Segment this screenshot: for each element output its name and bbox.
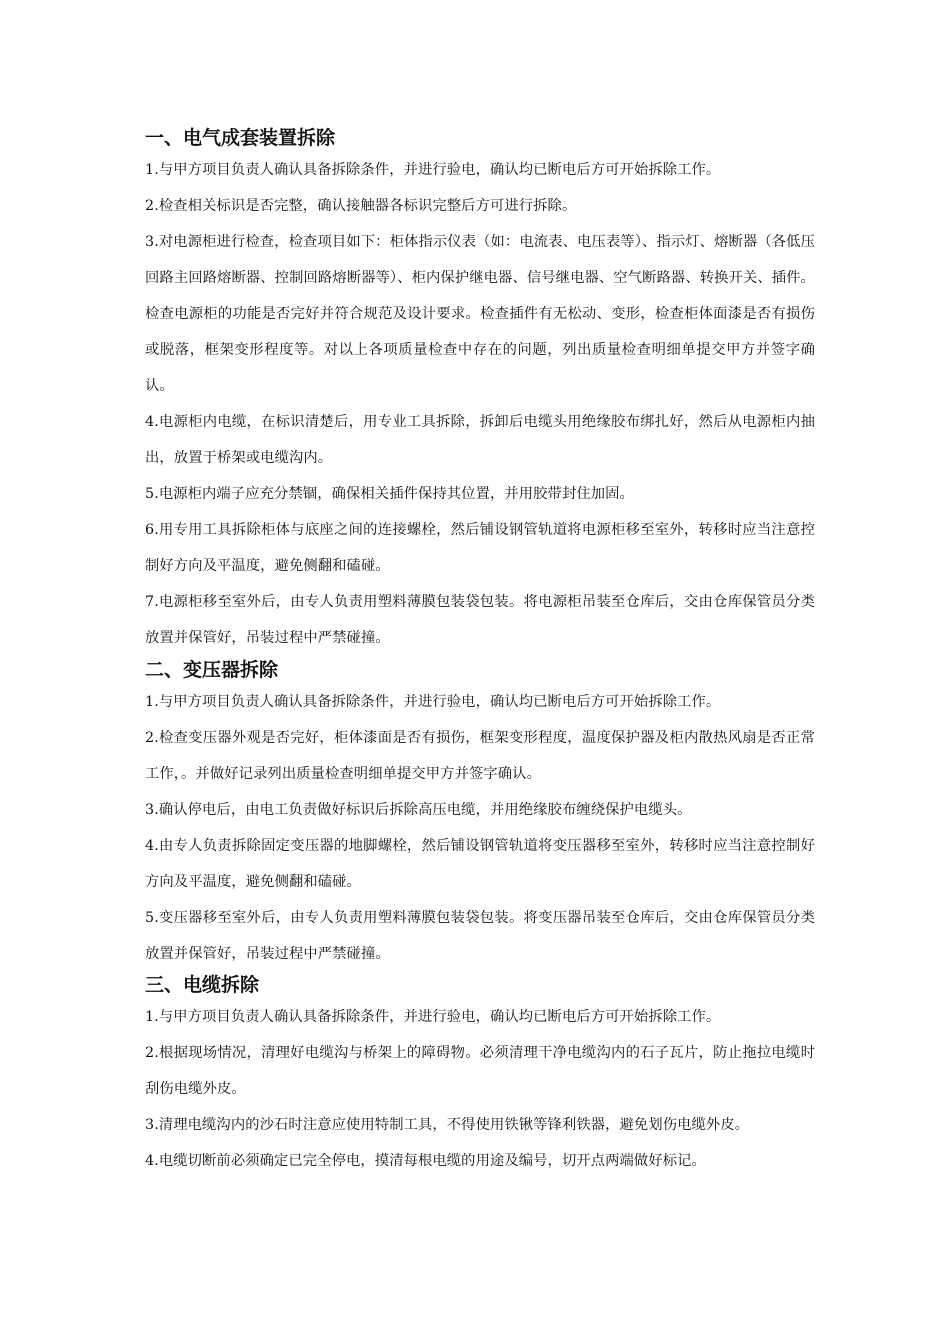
section-electrical-switchgear-removal <box>145 124 815 656</box>
paragraph: 3.确认停电后，由电工负责做好标识后拆除高压电缆，并用绝缘胶布缠绕保护电缆头。 <box>145 802 692 818</box>
paragraph: 5.电源柜内端子应充分禁锢，确保相关插件保持其位置，并用胶带封住加固。 <box>145 486 634 502</box>
paragraph: 1.与甲方项目负责人确认具备拆除条件，并进行验电，确认均已断电后方可开始拆除工作。 <box>145 1009 721 1025</box>
paragraph: 4.电缆切断前必须确定已完全停电，摸清每根电缆的用途及编号，切开点两端做好标记。 <box>145 1153 706 1169</box>
paragraph: 2.根据现场情况，清理好电缆沟与桥架上的障碍物。必须清理干净电缆沟内的石子瓦片，防止拖拉电缆时刮伤电缆外皮。 <box>145 1045 815 1097</box>
paragraph: 3.清理电缆沟内的沙石时注意应使用特制工具，不得使用铁锹等锋利铁器，避免划伤电缆外皮。 <box>145 1117 750 1133</box>
paragraph: 6.用专用工具拆除柜体与底座之间的连接螺栓，然后铺设钢管轨道将电源柜移至室外，转移时应当注意控制好方向及平温度，避免侧翻和磕碰。 <box>145 522 815 574</box>
paragraph: 2.检查相关标识是否完整，确认接触器各标识完整后方可进行拆除。 <box>145 198 577 214</box>
section-heading: 二、变压器拆除 <box>145 659 279 681</box>
section-cable-removal <box>145 971 815 1179</box>
paragraph: 1.与甲方项目负责人确认具备拆除条件，并进行验电，确认均已断电后方可开始拆除工作。 <box>145 694 721 710</box>
section-heading: 一、电气成套装置拆除 <box>145 127 336 149</box>
section-transformer-removal <box>145 656 815 972</box>
paragraph: 2.检查变压器外观是否完好，柜体漆面是否有损伤，框架变形程度，温度保护器及柜内散热风扇是否正常工作，。并做好记录列出质量检查明细单提交甲方并签字确认。 <box>145 730 815 782</box>
section-heading: 三、电缆拆除 <box>145 974 260 996</box>
paragraph: 5.变压器移至室外后，由专人负责用塑料薄膜包装袋包装。将变压器吊装至仓库后，交由仓库保管员分类放置并保管好，吊装过程中严禁碰撞。 <box>145 910 815 962</box>
paragraph: 7.电源柜移至室外后，由专人负责用塑料薄膜包装袋包装。将电源柜吊装至仓库后，交由仓库保管员分类放置并保管好，吊装过程中严禁碰撞。 <box>145 594 815 646</box>
paragraph: 4.电源柜内电缆，在标识清楚后，用专业工具拆除，拆卸后电缆头用绝缘胶布绑扎好，然后从电源柜内抽出，放置于桥架或电缆沟内。 <box>145 414 815 466</box>
paragraph: 4.由专人负责拆除固定变压器的地脚螺栓，然后铺设钢管轨道将变压器移至室外，转移时应当注意控制好方向及平温度，避免侧翻和磕碰。 <box>145 838 815 890</box>
paragraph: 1.与甲方项目负责人确认具备拆除条件，并进行验电，确认均已断电后方可开始拆除工作。 <box>145 162 721 178</box>
paragraph: 3.对电源柜进行检查，检查项目如下：柜体指示仪表（如：电流表、电压表等）、指示灯、熔断器（各低压回路主回路熔断器、控制回路熔断器等）、柜内保护继电器、信号继电器、空气断路器、转换开关、插件。检查电源柜的功能是否完好并符合规范及设计要求。检查插件有无松动、变形，检查柜体面漆是否有损伤或脱落，框架变形程度等。对以上各项质量检查中存在的问题，列出质量检查明细单提交甲方并签字确认。 <box>145 234 815 394</box>
